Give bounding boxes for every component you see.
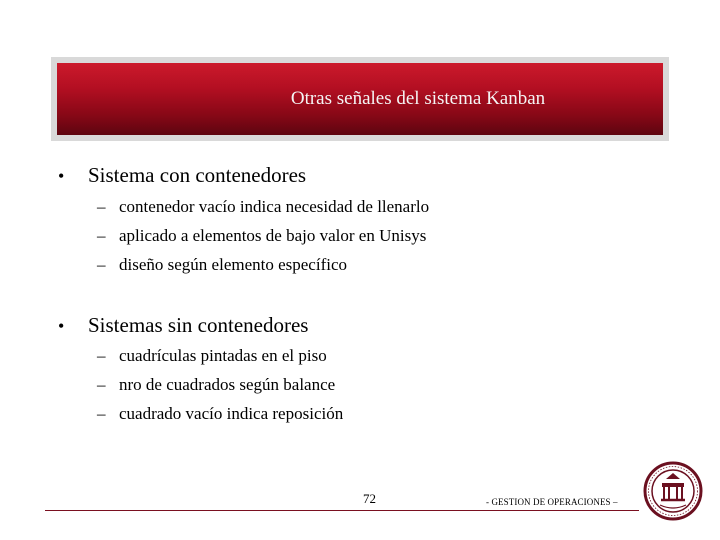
dash-marker: – bbox=[97, 375, 106, 394]
bullet-marker: • bbox=[58, 316, 65, 336]
sub-bullet bbox=[97, 255, 347, 275]
dash-marker: – bbox=[97, 255, 106, 274]
page-number: 72 bbox=[363, 491, 376, 506]
dash-marker: – bbox=[97, 226, 106, 245]
footer-divider bbox=[45, 510, 639, 511]
sub-bullet bbox=[97, 226, 426, 246]
sub-bullet-text: diseño según elemento específico bbox=[119, 255, 348, 274]
sub-bullet bbox=[97, 375, 335, 395]
sub-bullet bbox=[97, 346, 327, 366]
sub-bullet-text: aplicado a elementos de bajo valor en Unisys bbox=[119, 226, 427, 245]
dash-marker: – bbox=[97, 404, 106, 423]
dash-marker: – bbox=[97, 346, 106, 365]
dash-marker: – bbox=[97, 197, 106, 216]
title-banner bbox=[57, 63, 663, 135]
bullet-marker: • bbox=[58, 166, 65, 186]
sub-bullet bbox=[97, 404, 343, 424]
sub-bullet bbox=[97, 197, 429, 217]
sub-bullet-text: cuadrículas pintadas en el piso bbox=[119, 346, 327, 365]
sub-bullet-text: nro de cuadrados según balance bbox=[119, 375, 336, 394]
section-heading: Sistemas sin contenedores bbox=[88, 313, 309, 337]
slide-title: Otras señales del sistema Kanban bbox=[290, 88, 546, 109]
footer-text: - GESTION DE OPERACIONES – bbox=[486, 497, 618, 507]
university-seal-icon bbox=[642, 461, 704, 521]
sub-bullet-text: cuadrado vacío indica reposición bbox=[119, 404, 344, 423]
section-heading: Sistema con contenedores bbox=[88, 163, 307, 187]
sub-bullet-text: contenedor vacío indica necesidad de llenarlo bbox=[119, 197, 430, 216]
bullet-section-1 bbox=[58, 163, 306, 188]
bullet-section-2 bbox=[58, 313, 308, 338]
